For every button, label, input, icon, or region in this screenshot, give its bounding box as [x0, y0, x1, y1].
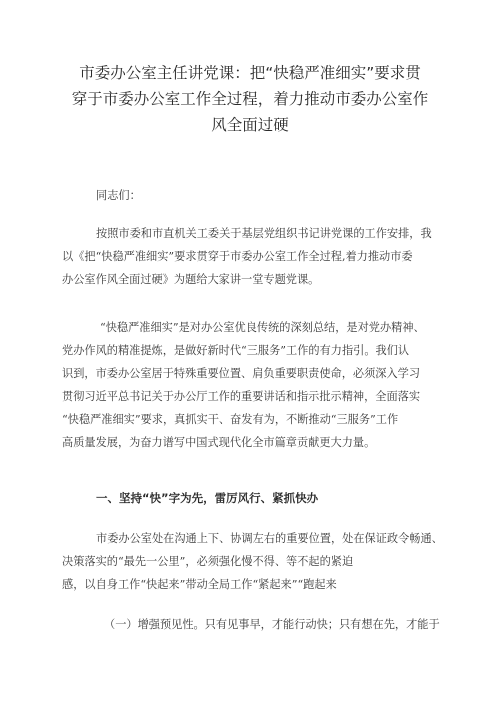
paragraph-line: 市委办公室处在沟通上下、协调左右的重要位置，处在保证政令畅通、	[96, 532, 443, 545]
paragraph-line: 决策落实的“最先一公里”，必须强化慢不得、等不起的紧迫	[62, 555, 354, 568]
salutation: 同志们：	[96, 189, 141, 202]
paragraph-line: 高质量发展，为奋力谱写中国式现代化全市篇章贡献更大力量。	[62, 436, 376, 449]
paragraph-line: 识到，市委办公室居于特殊重要位置、肩负重要职责使命，必须深入学习	[62, 367, 421, 380]
title-line: 市委办公室主任讲党课：把“快稳严准细实”要求贯	[79, 64, 421, 82]
paragraph-line: 党办作风的精准提炼，是做好新时代“三服务”工作的有力指引。我们认	[62, 344, 410, 357]
subsection-line: （一）增强预见性。只有见事早，才能行动快；只有想在先，才能于	[104, 618, 440, 631]
paragraph-line: 贯彻习近平总书记关于办公厅工作的重要讲话和指示批示精神，全面落实	[62, 390, 421, 403]
intro-line: 按照市委和市直机关工委关于基层党组织书记讲党课的工作安排，我	[96, 227, 432, 240]
paragraph-line: 感，以自身工作“快起来”带动全局工作“紧起来”“跑起来	[62, 578, 337, 591]
intro-line: 办公室作风全面过硬》为题给大家讲一堂专题党课。	[62, 273, 320, 286]
document-title	[60, 60, 440, 138]
intro-line: 以《把“快稳严准细实”要求贯穿于市委办公室工作全过程,着力推动市委	[62, 250, 413, 263]
section-heading: 一、坚持“快”字为先，雷厉风行、紧抓快办	[96, 491, 319, 505]
title-line: 穿于市委办公室工作全过程，着力推动市委办公室作	[71, 90, 429, 108]
paragraph-line: “快稳严准细实”要求，真抓实干、奋发有为，不断推动“三服务”工作	[62, 413, 399, 426]
paragraph-line: “快稳严准细实”是对办公室优良传统的深刻总结，是对党办精神、	[100, 321, 425, 334]
title-line: 风全面过硬	[211, 116, 289, 134]
